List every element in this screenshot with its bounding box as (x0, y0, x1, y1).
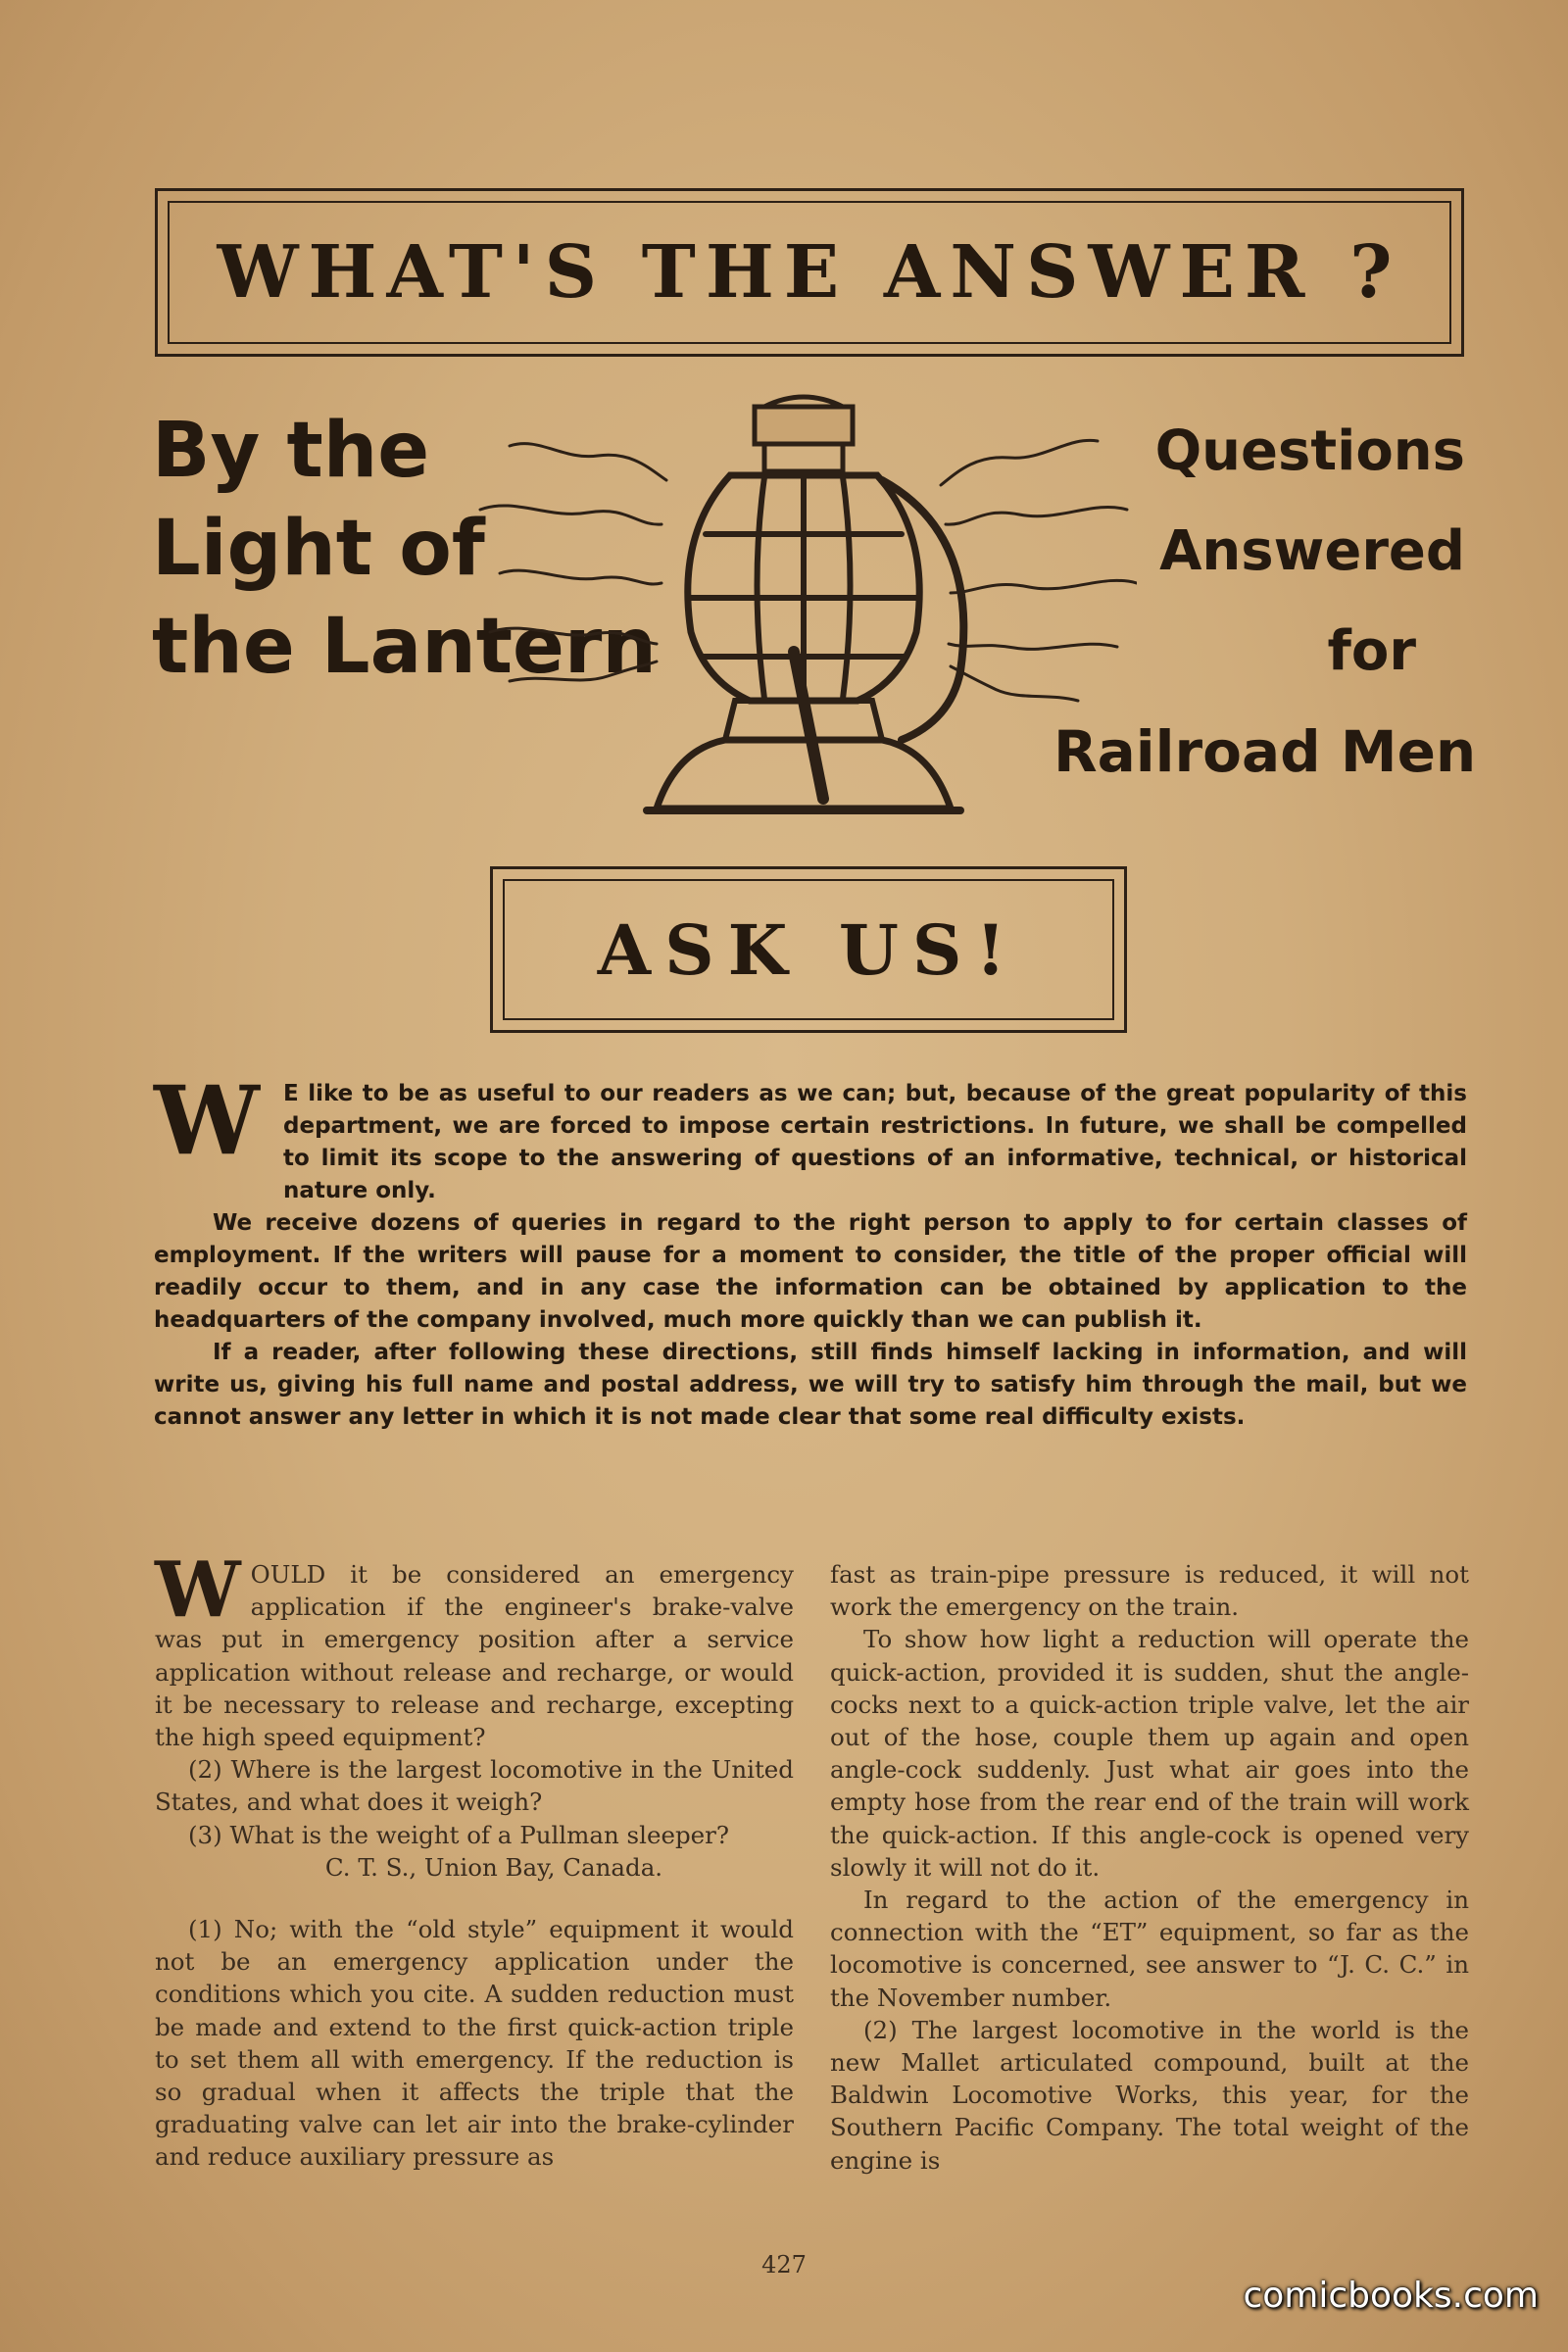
answer-1-et-equipment: In regard to the action of the emergency in connection with the “ET” equipment, so far as the locomotive is concerned, see answer to “J. C. C.” in the November number. (830, 1886, 1469, 2012)
question-signature: C. T. S., Union Bay, Canada. (324, 1852, 663, 1882)
page-title: WHAT'S THE ANSWER ? (217, 230, 1402, 315)
title-box (155, 188, 1464, 357)
right-column (830, 1558, 1469, 2177)
header-right-line-3: for (1327, 619, 1416, 683)
intro-notice (154, 1065, 1467, 1434)
answer-1-quick-action: To show how light a reduction will operate the quick-action, provided it is sudden, shut the angle-cocks next to a quick-action triple valve, let the air out of the hose, couple them up again and open angle-cock suddenly. Just what air goes into the empty hose from the rear end of the train will work the quick-action. If this angle-cock is opened very slowly it will not do it. (830, 1625, 1469, 1882)
question-2: (2) Where is the largest locomotive in the United States, and what does it weigh? (155, 1755, 794, 1817)
page-number: 427 (761, 2251, 807, 2278)
header-left-line-3: the Lantern (152, 603, 657, 691)
header-right-line-1: Questions (1154, 419, 1465, 483)
header-right-lettering (1054, 402, 1477, 802)
header-right-line-4: Railroad Men (1054, 718, 1477, 785)
ask-us-heading: ASK US! (597, 908, 1020, 991)
answer-1: (1) No; with the “old style” equipment it would not be an emergency application under the conditions which you cite. A sudden reduction must be made and extend to the first quick-action triple to set them all with emergency. If the reduction is so gradual when it affects the triple that the graduating valve can let air into the brake-cylinder and reduce auxiliary pressure as (155, 1915, 794, 2172)
question-3: (3) What is the weight of a Pullman sleeper? (188, 1820, 729, 1849)
question-1-text: OULD it be considered an emergency application if the engineer's brake-valve was put in emergency position after a service application without release and recharge, or would it be necessary to release and recharge, excepting the high speed equipment? (155, 1560, 794, 1752)
answer-2: (2) The largest locomotive in the world is the new Mallet articulated compound, built at the Baldwin Locomotive Works, this year, for the Southern Pacific Company. The total weight of the engine is (830, 2015, 1469, 2175)
question-drop-cap: W (155, 1545, 241, 1635)
header-left-line-2: Light of (152, 505, 485, 593)
intro-paragraph-3: If a reader, after following these directions, still finds himself lacking in information, and will write us, giving his full name and postal address, we will try to satisfy him through the mail, but we cannot answer any letter in which it is not made clear that some real difficulty exists. (154, 1340, 1467, 1430)
intro-paragraph-1 (154, 1065, 1467, 1207)
header-right-line-2: Answered (1159, 519, 1465, 583)
lantern-illustration (470, 387, 1137, 838)
intro-paragraph-2: We receive dozens of queries in regard to the right person to apply to for certain classes of employment. If the writers will pause for a moment to consider, the title of the proper official will readily occur to them, and in any case the information can be obtained by application to the headquarters of the company involved, much more quickly than we can publish it. (154, 1210, 1467, 1333)
left-column (155, 1545, 794, 2174)
intro-paragraph-1-text: E like to be as useful to our readers as we can; but, because of the great popularity of this department, we are forced to impose certain restrictions. In future, we shall be compelled to limit its scope to the answering of questions of an informative, technical, or historical nature only. (283, 1081, 1467, 1203)
answer-1-continued: fast as train-pipe pressure is reduced, it will not work the emergency on the train. (830, 1560, 1469, 1622)
question-1 (155, 1545, 794, 1753)
watermark: comicbooks.com (1243, 2276, 1539, 2316)
header-left-line-1: By the (152, 407, 430, 495)
intro-drop-cap: W (154, 1065, 260, 1176)
ask-us-box (490, 866, 1127, 1033)
